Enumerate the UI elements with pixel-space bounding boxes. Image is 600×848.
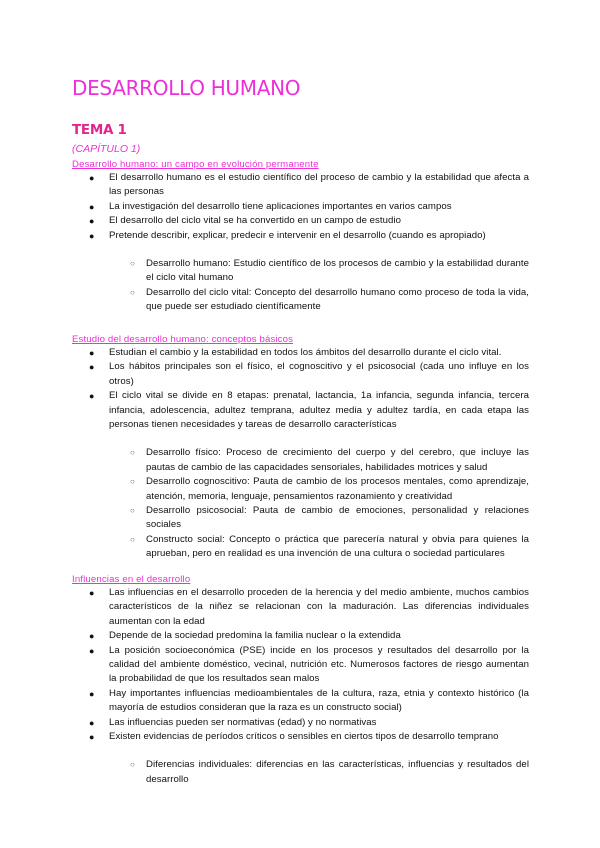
list-item [72, 716, 529, 730]
bullet-icon: ● [89, 645, 95, 656]
list-item-text: Desarrollo del ciclo vital: Concepto del desarrollo humano como proceso de toda la vida, que puede ser estudiado científicamente [146, 286, 529, 313]
hollow-bullet-icon: ○ [130, 287, 135, 297]
list-item-text: Depende de la sociedad predomina la familia nuclear o la extendida [109, 630, 401, 642]
list-item-text: Desarrollo cognoscitivo: Pauta de cambio de los procesos mentales, como aprendizaje, atención, memoria, lenguaje, pensamientos razonamiento y creatividad [146, 476, 529, 502]
sub-list-item [72, 286, 529, 315]
bullet-list [72, 171, 529, 243]
bullet-icon: ● [89, 688, 95, 699]
list-item-text: Desarrollo humano: Estudio científico de los procesos de cambio y la estabilidad durante el ciclo vital humano [146, 258, 529, 284]
bullet-icon: ● [89, 732, 95, 743]
list-item-text: Desarrollo físico: Proceso de crecimiento del cuerpo y del cerebro, que incluye las pautas de cambio de las capacidades sensoriales, habilidades motrices y salud [146, 447, 529, 473]
bullet-icon: ● [89, 201, 95, 212]
section-desarrollo-humano [72, 158, 529, 315]
list-item [72, 586, 529, 629]
sub-list-item [72, 758, 529, 787]
list-item-text: Estudian el cambio y la estabilidad en todos los ámbitos del desarrollo durante el ciclo vital. [109, 347, 502, 358]
list-item-text: El ciclo vital se divide en 8 etapas: prenatal, lactancia, 1a infancia, segunda infancia, tercera infancia, adolescencia, adultez temprana, adultez media y adultez tardía, en cada etapa las personas tienen necesidades y tareas de desarrollo características [109, 390, 529, 431]
bullet-icon: ● [89, 230, 95, 241]
sub-list-item [72, 533, 529, 562]
sub-list-item [72, 446, 529, 475]
bullet-icon: ● [89, 588, 95, 598]
sub-bullet-list [72, 446, 529, 561]
list-item-text: Las influencias en el desarrollo proceden de la herencia y del medio ambiente, muchos cambios característicos de la niñez se relacionan con la maduración. Las diferencias individuales aumentan con la edad [109, 587, 529, 627]
list-item [72, 229, 529, 243]
list-item [72, 687, 529, 716]
list-item [72, 389, 529, 432]
sub-bullet-list [72, 257, 529, 315]
bullet-icon: ● [89, 362, 95, 373]
bullet-icon: ● [89, 173, 95, 183]
section-heading: Influencias en el desarrollo [72, 574, 191, 585]
list-item-text: Desarrollo psicosocial: Pauta de cambio de emociones, personalidad y relaciones sociales [146, 505, 529, 531]
list-item-text: Hay importantes influencias medioambientales de la cultura, raza, etnia y contexto histórico (la mayoría de estudios consideran que la raza es un constructo social) [109, 687, 529, 714]
list-item [72, 730, 529, 744]
bullet-list [72, 346, 529, 432]
document-title: DESARROLLO HUMANO [72, 76, 301, 100]
hollow-bullet-icon: ○ [130, 259, 135, 269]
list-item-text: El desarrollo del ciclo vital se ha convertido en un campo de estudio [109, 215, 401, 227]
list-item-text: Las influencias pueden ser normativas (edad) y no normativas [109, 716, 377, 728]
list-item [72, 629, 529, 643]
section-heading: Desarrollo humano: un campo en evolución permanente [72, 159, 319, 170]
list-item [72, 644, 529, 687]
list-item [72, 346, 529, 360]
list-item-text: El desarrollo humano es el estudio científico del proceso de cambio y la estabilidad que afecta a las personas [109, 172, 529, 198]
hollow-bullet-icon: ○ [130, 448, 135, 458]
bullet-icon: ● [89, 631, 95, 642]
list-item-text: Diferencias individuales: diferencias en las características, influencias y resultados del desarrollo [146, 759, 529, 785]
list-item [72, 360, 529, 389]
sub-list-item [72, 475, 529, 504]
bullet-icon: ● [89, 391, 95, 402]
sub-bullet-list [72, 758, 529, 787]
list-item-text: Constructo social: Concepto o práctica que parecería natural y obvia para quienes la aprueban, pero en realidad es una invención de una cultura o sociedad particulares [146, 533, 529, 560]
bullet-icon: ● [89, 216, 95, 227]
list-item [72, 200, 529, 214]
hollow-bullet-icon: ○ [130, 760, 135, 770]
list-item-text: La posición socioeconómica (PSE) incide en los procesos y resultados del desarrollo por la calidad del ambiente doméstico, vecinal, nutrición etc. Numerosos factores de riesgo aumentan la probabilidad de que los resultados sean malos [109, 644, 529, 685]
list-item-text: Pretende describir, explicar, predecir e intervenir en el desarrollo (cuando es apropiado) [109, 229, 486, 241]
sub-list-item [72, 504, 529, 533]
chapter-label: (CAPÍTULO 1) [72, 143, 141, 155]
section-conceptos-basicos [72, 333, 529, 562]
list-item [72, 214, 529, 228]
section-influencias [72, 573, 529, 787]
tema-heading: TEMA 1 [72, 122, 127, 138]
hollow-bullet-icon: ○ [130, 477, 135, 487]
list-item-text: Los hábitos principales son el físico, el cognoscitivo y el psicosocial (cada uno influye en los otros) [109, 361, 529, 387]
list-item-text: Existen evidencias de períodos críticos o sensibles en ciertos tipos de desarrollo temprano [109, 731, 499, 743]
bullet-list [72, 586, 529, 744]
hollow-bullet-icon: ○ [130, 534, 135, 544]
list-item-text: La investigación del desarrollo tiene aplicaciones importantes en varios campos [109, 200, 452, 212]
sub-list-item [72, 257, 529, 286]
section-heading: Estudio del desarrollo humano: conceptos básicos [72, 334, 294, 345]
bullet-icon: ● [89, 717, 95, 728]
bullet-icon: ● [89, 348, 95, 358]
hollow-bullet-icon: ○ [130, 506, 135, 516]
list-item [72, 171, 529, 200]
